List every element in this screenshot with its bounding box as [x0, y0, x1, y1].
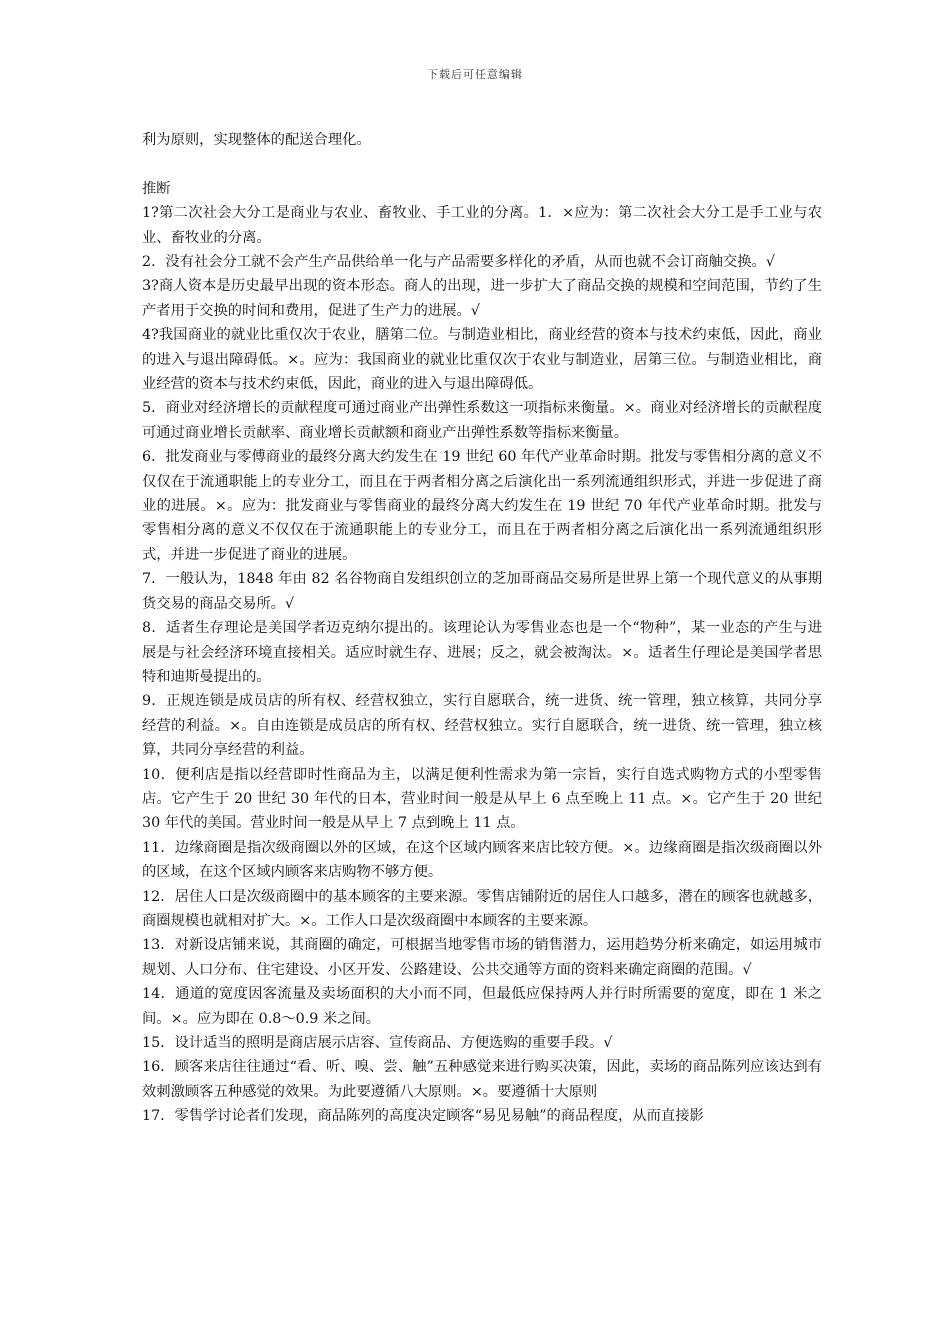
list-item: 7．一般认为，1848 年由 82 名谷物商自发组织创立的芝加哥商品交易所是世界上第一个现代意义的从事期货交易的商品交易所。√	[142, 571, 822, 612]
list-item: 2．没有社会分工就不会产生产品供给单一化与产品需要多样化的矛盾，从而也就不会订商舳交换。√	[142, 254, 775, 271]
list-item: 6．批发商业与零傅商业的最终分离大约发生在 19 世纪 60 年代产业革命时期。批发与零售相分离的意义不仅仅在于流通职能上的专业分工，而且在于两者相分离之后演化出一系列流通组织形式，并进一步促进了商业的进展。×。应为：批发商业与零售商业的最终分离大约发生在 19 世纪 70 年代产业革命时期。批发与零售相分离的意义不仅仅在于流通职能上的专业分工，而且在于两者相分离之后演化出一系列流通组织形式，并进一步促进了商业的进展。	[142, 449, 822, 563]
list-item: 16．顾客来店往往通过“看、听、嗅、尝、触”五种感觉来进行购买决策，因此，卖场的商品陈列应该达到有效刺激顾客五种感觉的效果。为此要遵循八大原则。×。要遵循十大原则	[142, 1059, 822, 1100]
list-item: 12．居住人口是次级商圈中的基本顾客的主要来源。零售店铺附近的居住人口越多，潜在的顾客也就越多，商圈规模也就相对扩大。×。工作人口是次级商圈中本顾客的主要来源。	[142, 888, 822, 929]
list-item: 8．适者生存理论是美国学者迈克纳尔提出的。该理论认为零售业态也是一个“物种”，某一业态的产生与进展是与社会经济环境直接相关。适应时就生存、进展；反之，就会被淘汰。×。适者生仔理论是美国学者思特和迪斯曼提出的。	[142, 620, 822, 685]
list-item: 1?第二次社会大分工是商业与农业、畜牧业、手工业的分离。1．×应为：第二次社会大分工是手工业与农业、畜牧业的分离。	[142, 205, 822, 246]
lead-paragraph: 利为原则，实现整体的配送合理化。	[142, 132, 371, 148]
list-item: 13．对新设店铺来说，其商圈的确定，可根据当地零售市场的销售潜力，运用趋势分析来确定，如运用城市规划、人口分布、住宅建设、小区开发、公路建设、公共交通等方面的资料来确定商圈的范围。√	[142, 937, 822, 978]
list-item: 10．便利店是指以经营即时性商品为主，以满足便利性需求为第一宗旨，实行自选式购物方式的小型零售店。它产生于 20 世纪 30 年代的日本，营业时间一般是从早上 6 点至晚上 11 点。×。它产生于 20 世纪 30 年代的美国。营业时间一般是从早上 7 点到晚上 11 点。	[142, 766, 822, 832]
list-item: 3?商人资本是历史最早出现的资本形态。商人的出现，进一步扩大了商品交换的规模和空间范围，节约了生产者用于交换的时间和费用，促进了生产力的进展。√	[142, 278, 822, 319]
list-item: 15．设计适当的照明是商店展示店容、宣传商品、方便选购的重要手段。√	[142, 1035, 613, 1052]
list-item: 9．正规连锁是成员店的所有权、经营权独立，实行自愿联合，统一进货、统一管理，独立核算，共同分享经营的利益。×。自由连锁是成员店的所有权、经营权独立。实行自愿联合，统一进货、统一管理，独立核算，共同分享经营的利益。	[142, 693, 822, 759]
list-item: 14．通道的宽度因客流量及卖场面积的大小而不同，但最低应保持两人并行时所需要的宽度，即在 1 米之间。×。应为即在 0.8～0.9 米之间。	[142, 986, 822, 1027]
page-header: 下载后可任意编辑	[427, 68, 523, 81]
document-body	[142, 128, 822, 1129]
judgment-list	[142, 201, 822, 1128]
list-item: 5．商业对经济增长的贡献程度可通过商业产出弹性系数这一项指标来衡量。×。商业对经济增长的贡献程度可通过商业增长贡献率、商业增长贡献额和商业产出弹性系数等指标来衡量。	[142, 400, 822, 441]
list-item: 4?我国商业的就业比重仅次于农业，膳第二位。与制造业相比，商业经营的资本与技术约束低，因此，商业的进入与退出障碍低。×。应为：我国商业的就业比重仅次于农业与制造业，居第三位。与制造业相比，商业经营的资本与技术约束低，因此，商业的进入与退出障碍低。	[142, 327, 822, 393]
list-item: 11．边缘商圈是指次级商圈以外的区域，在这个区域内顾客来店比较方便。×。边缘商圈是指次级商圈以外的区域，在这个区域内顾客来店购物不够方便。	[142, 839, 822, 881]
list-item: 17．零售学讨论者们发现，商品陈列的高度决定顾客“易见易触”的商品程度，从而直接影	[142, 1108, 704, 1125]
section-title: 推断	[142, 180, 171, 197]
